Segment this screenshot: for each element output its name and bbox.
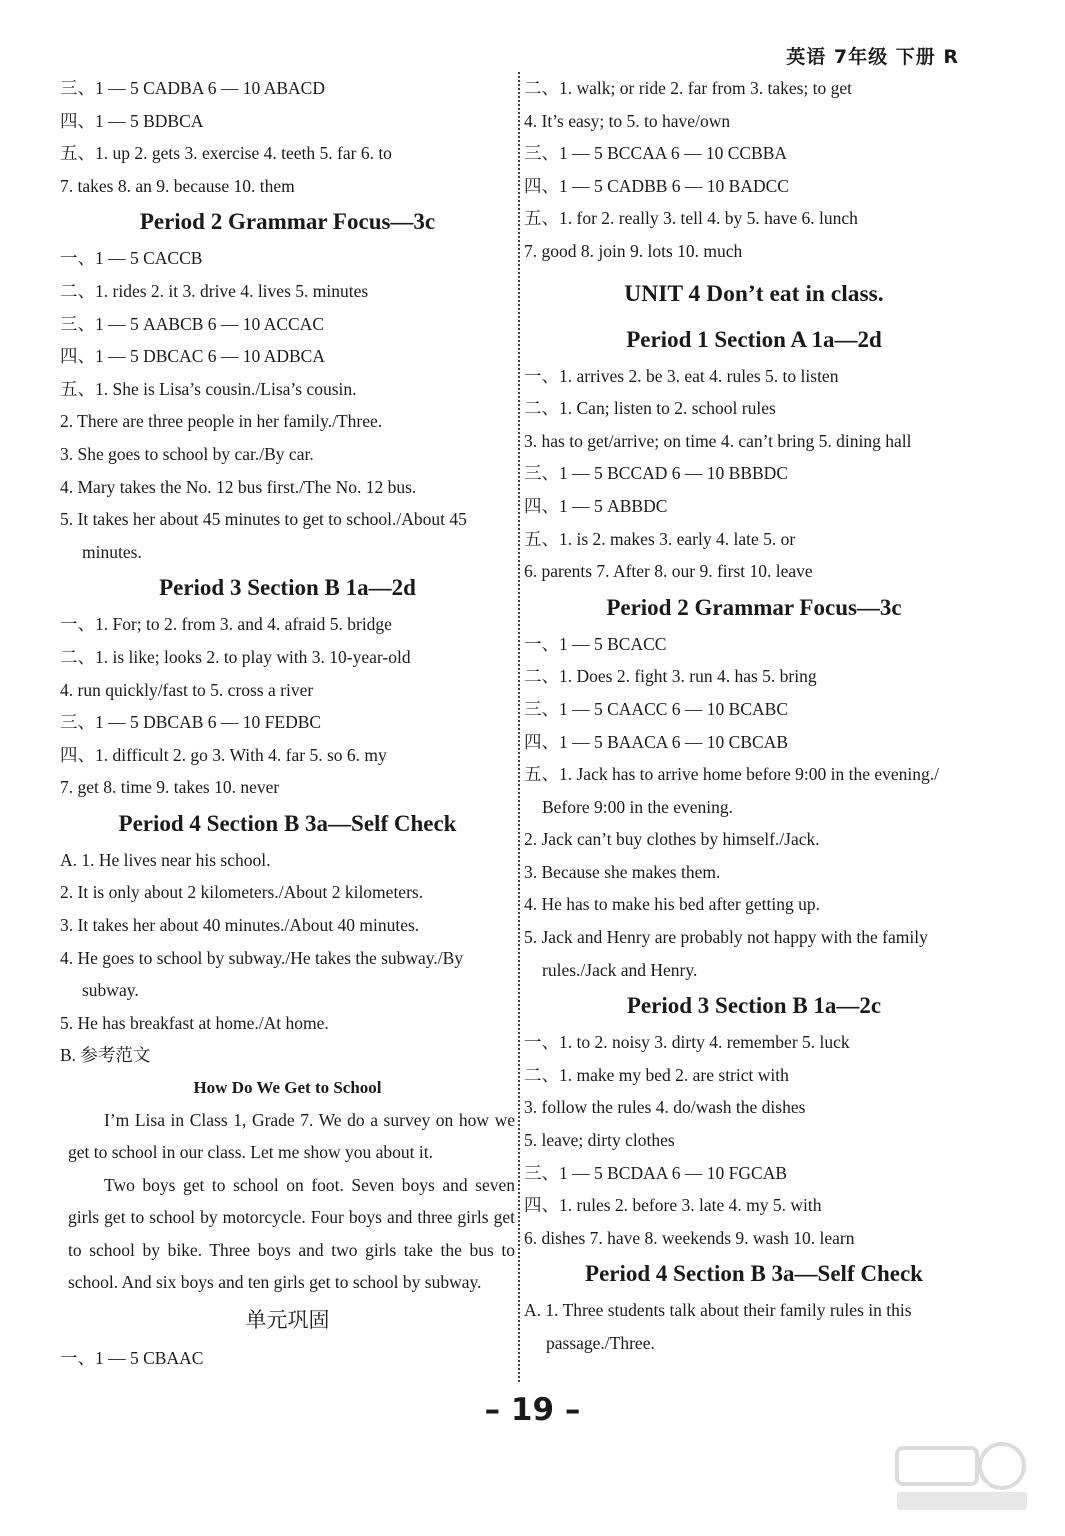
answer-line: 2. There are three people in her family./Three. xyxy=(60,411,383,432)
answer-line: 一、1. For; to 2. from 3. and 4. afraid 5. bridge xyxy=(60,614,392,635)
answer-line: 一、1 — 5 CACCB xyxy=(60,248,203,269)
answer-line: 2. Jack can’t buy clothes by himself./Jack. xyxy=(524,829,820,850)
answer-line: 6. parents 7. After 8. our 9. first 10. leave xyxy=(524,561,813,582)
answer-line: 三、1 — 5 CADBA 6 — 10 ABACD xyxy=(60,78,325,98)
answer-line: 4. He goes to school by subway./He takes the subway./By xyxy=(60,947,464,968)
column-divider xyxy=(518,72,520,1382)
answer-line: 4. run quickly/fast to 5. cross a river xyxy=(60,679,314,700)
answer-line: 五、1. up 2. gets 3. exercise 4. teeth 5. far 6. to xyxy=(60,143,392,164)
unit-heading: UNIT 4 Don’t eat in class. xyxy=(624,280,884,307)
answer-line: 五、1. is 2. makes 3. early 4. late 5. or xyxy=(524,528,796,549)
answer-line: 5. He has breakfast at home./At home. xyxy=(60,1012,329,1033)
answer-line: rules./Jack and Henry. xyxy=(542,959,698,980)
section-heading: Period 1 Section A 1a—2d xyxy=(626,326,882,352)
answer-line: 二、1. rides 2. it 3. drive 4. lives 5. minutes xyxy=(60,280,369,301)
answer-line: 3. Because she makes them. xyxy=(524,861,721,882)
answer-line: 三、1 — 5 BCCAD 6 — 10 BBBDC xyxy=(524,463,788,484)
answer-line: 二、1. Can; listen to 2. school rules xyxy=(524,398,776,419)
answer-line: 7. good 8. join 9. lots 10. much xyxy=(524,240,743,261)
answer-line: 一、1. to 2. noisy 3. dirty 4. remember 5. luck xyxy=(524,1032,850,1053)
answer-line: 二、1. is like; looks 2. to play with 3. 10-year-old xyxy=(60,646,411,667)
right-column xyxy=(524,72,984,1360)
answer-line: minutes. xyxy=(82,541,142,562)
answer-line: 三、1 — 5 BCCAA 6 — 10 CCBBA xyxy=(524,143,788,164)
answer-line: 二、1. Does 2. fight 3. run 4. has 5. bring xyxy=(524,666,817,687)
answer-line: 4. It’s easy; to 5. to have/own xyxy=(524,110,731,131)
answer-line: 四、1. difficult 2. go 3. With 4. far 5. so 6. my xyxy=(60,744,387,765)
answer-line: 3. follow the rules 4. do/wash the dishes xyxy=(524,1097,806,1118)
answer-line: 三、1 — 5 CAACC 6 — 10 BCABC xyxy=(524,698,788,719)
section-heading: Period 3 Section B 1a—2c xyxy=(626,993,882,1019)
answer-line: 3. has to get/arrive; on time 4. can’t bring 5. dining hall xyxy=(524,430,912,451)
answer-line: 三、1 — 5 DBCAB 6 — 10 FEDBC xyxy=(60,712,322,733)
section-heading: Period 3 Section B 1a—2d xyxy=(159,575,416,601)
answer-line: 7. get 8. time 9. takes 10. never xyxy=(60,777,280,798)
section-heading: Period 2 Grammar Focus—3c xyxy=(139,209,436,235)
answer-line: 4. He has to make his bed after getting up. xyxy=(524,894,820,915)
section-heading: Period 4 Section B 3a—Self Check xyxy=(118,810,457,836)
answer-line: 7. takes 8. an 9. because 10. them xyxy=(60,175,295,196)
answer-line: 五、1. for 2. really 3. tell 4. by 5. have 6. lunch xyxy=(524,208,858,229)
left-column xyxy=(60,72,515,1375)
answer-line: A. 1. Three students talk about their family rules in this xyxy=(524,1300,912,1321)
answer-line: 四、1 — 5 BDBCA xyxy=(60,110,204,131)
section-heading: Period 2 Grammar Focus—3c xyxy=(606,594,902,620)
essay-title: How Do We Get to School xyxy=(193,1078,382,1098)
answer-line: 三、1 — 5 BCDAA 6 — 10 FGCAB xyxy=(524,1162,788,1183)
answer-line: 二、1. make my bed 2. are strict with xyxy=(524,1064,789,1085)
essay-paragraph: I’m Lisa in Class 1, Grade 7. We do a survey on how we get to school in our class. Let me show you about it. xyxy=(68,1110,515,1163)
answer-line: 2. It is only about 2 kilometers./About 2 kilometers. xyxy=(60,882,424,903)
answer-line: 3. It takes her about 40 minutes./About 40 minutes. xyxy=(60,915,420,936)
answer-line: 四、1. rules 2. before 3. late 4. my 5. with xyxy=(524,1195,822,1216)
answer-line: 6. dishes 7. have 8. weekends 9. wash 10. learn xyxy=(524,1227,855,1248)
answer-line: 一、1. arrives 2. be 3. eat 4. rules 5. to listen xyxy=(524,365,839,386)
answer-line: subway. xyxy=(82,980,139,1001)
answer-line: 一、1 — 5 BCACC xyxy=(524,633,667,654)
answer-line: 4. Mary takes the No. 12 bus first./The No. 12 bus. xyxy=(60,476,417,497)
answer-line: 四、1 — 5 CADBB 6 — 10 BADCC xyxy=(524,175,789,196)
essay-paragraph: Two boys get to school on foot. Seven boys and seven girls get to school by motorcycle. Four boys and three girls get to school by bike. Three boys and two girls take the bus to school. And six boys and ten girls get to school by subway. xyxy=(68,1174,515,1293)
answer-line: 五、1. Jack has to arrive home before 9:00 in the evening./ xyxy=(524,764,940,785)
answer-line: 四、1 — 5 BAACA 6 — 10 CBCAB xyxy=(524,731,788,752)
answer-line: 五、1. She is Lisa’s cousin./Lisa’s cousin. xyxy=(60,378,357,399)
answer-line: 3. She goes to school by car./By car. xyxy=(60,443,314,464)
answer-line: 5. leave; dirty clothes xyxy=(524,1130,675,1151)
answer-line: 5. Jack and Henry are probably not happy with the family xyxy=(524,927,928,948)
answer-line: 四、1 — 5 DBCAC 6 — 10 ADBCA xyxy=(60,346,325,367)
answer-line: 二、1. walk; or ride 2. far from 3. takes; to get xyxy=(524,78,853,98)
answer-line: passage./Three. xyxy=(546,1333,655,1353)
section-heading: 单元巩固 xyxy=(245,1308,330,1333)
answer-line: 三、1 — 5 AABCB 6 — 10 ACCAC xyxy=(60,313,324,334)
answer-line: 5. It takes her about 45 minutes to get to school./About 45 xyxy=(60,509,467,530)
section-heading: Period 4 Section B 3a—Self Check xyxy=(585,1261,923,1287)
answer-line: 四、1 — 5 ABBDC xyxy=(524,495,668,516)
answer-line: Before 9:00 in the evening. xyxy=(542,796,733,817)
page-number: – 19 – xyxy=(484,1392,581,1428)
answer-line: B. 参考范文 xyxy=(60,1045,151,1066)
answer-line: 一、1 — 5 CBAAC xyxy=(60,1348,204,1369)
page-header: 英语 7年级 下册 R xyxy=(786,46,959,68)
watermark-logo xyxy=(887,1436,1037,1516)
answer-line: A. 1. He lives near his school. xyxy=(60,849,271,870)
